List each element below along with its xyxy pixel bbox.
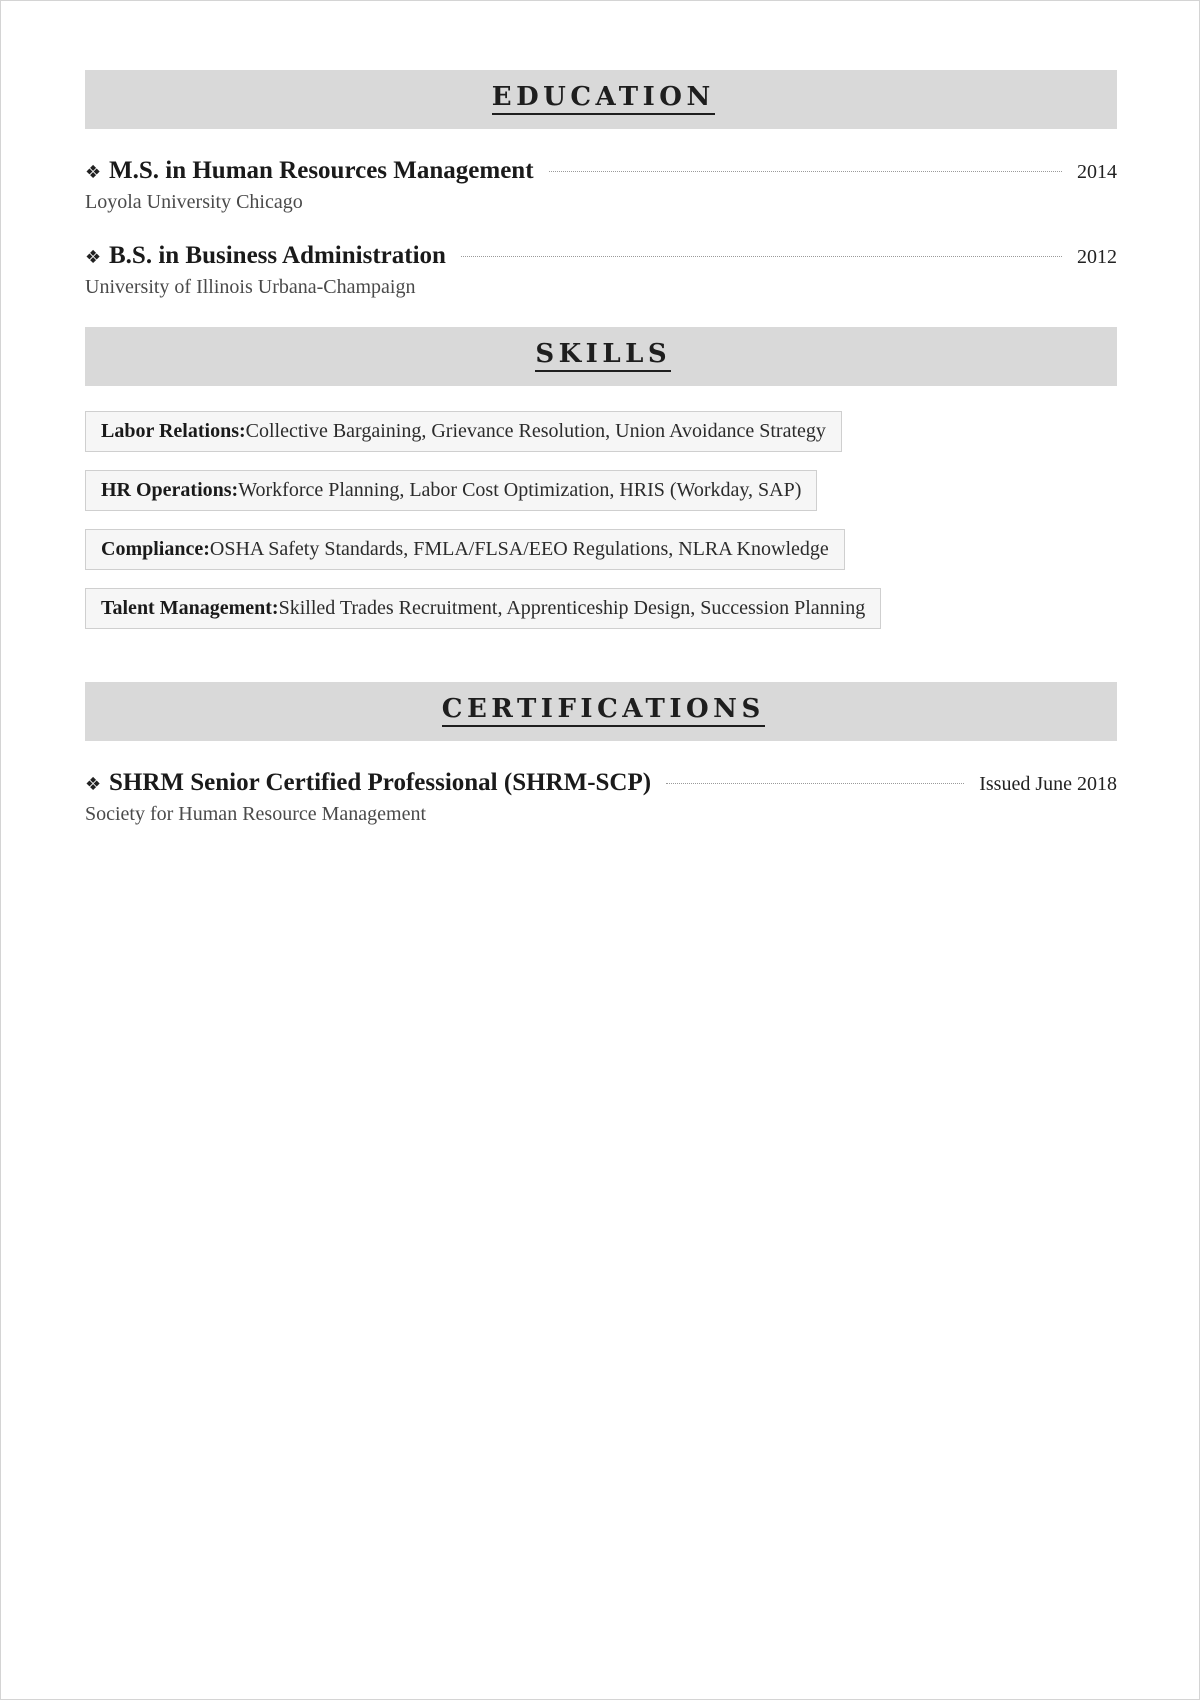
certification-entries (85, 741, 1117, 826)
education-section (85, 70, 1117, 299)
skill-category: Compliance: (101, 538, 210, 560)
dotted-leader (549, 171, 1062, 172)
degree-title: B.S. in Business Administration (109, 242, 446, 269)
certification-entry-line (85, 769, 1117, 799)
diamond-bullet-icon: ❖ (85, 162, 102, 183)
skills-section (85, 327, 1117, 662)
skills-list (85, 386, 1117, 662)
skills-header (85, 327, 1117, 386)
certification-issued: Issued June 2018 (979, 773, 1117, 795)
skill-category: Talent Management: (101, 597, 279, 619)
diamond-bullet-icon: ❖ (85, 247, 102, 268)
certification-issuer: Society for Human Resource Management (85, 803, 427, 825)
resume-content (85, 70, 1117, 854)
certifications-section (85, 682, 1117, 826)
education-header (85, 70, 1117, 129)
skill-values: Skilled Trades Recruitment, Apprenticeship Design, Succession Planning (278, 597, 866, 619)
skill-category: Labor Relations: (101, 420, 246, 442)
certifications-title: CERTIFICATIONS (442, 696, 765, 726)
education-entry-line (85, 157, 1117, 187)
certifications-header (85, 682, 1117, 741)
skill-item (85, 529, 845, 570)
degree-title: M.S. in Human Resources Management (109, 157, 534, 184)
degree-year: 2012 (1077, 246, 1117, 268)
skill-item (85, 588, 881, 629)
school-name: University of Illinois Urbana-Champaign (85, 276, 416, 298)
skills-title: SKILLS (535, 341, 671, 371)
degree-year: 2014 (1077, 161, 1117, 183)
skill-values: Workforce Planning, Labor Cost Optimization, HRIS (Workday, SAP) (238, 479, 802, 501)
certification-entry (85, 769, 1117, 826)
skill-item (85, 470, 817, 511)
education-entries (85, 129, 1117, 299)
education-entry-line (85, 242, 1117, 272)
school-name: Loyola University Chicago (85, 191, 303, 213)
skill-item (85, 411, 842, 452)
dotted-leader (461, 256, 1062, 257)
education-entry (85, 157, 1117, 214)
certification-name: SHRM Senior Certified Professional (SHRM-SCP) (109, 769, 652, 796)
dotted-leader (666, 783, 964, 784)
skill-values: Collective Bargaining, Grievance Resolution, Union Avoidance Strategy (245, 420, 826, 442)
skill-category: HR Operations: (101, 479, 239, 501)
skill-values: OSHA Safety Standards, FMLA/FLSA/EEO Regulations, NLRA Knowledge (209, 538, 829, 560)
education-title: EDUCATION (492, 84, 715, 114)
education-entry (85, 242, 1117, 299)
diamond-bullet-icon: ❖ (85, 774, 102, 795)
